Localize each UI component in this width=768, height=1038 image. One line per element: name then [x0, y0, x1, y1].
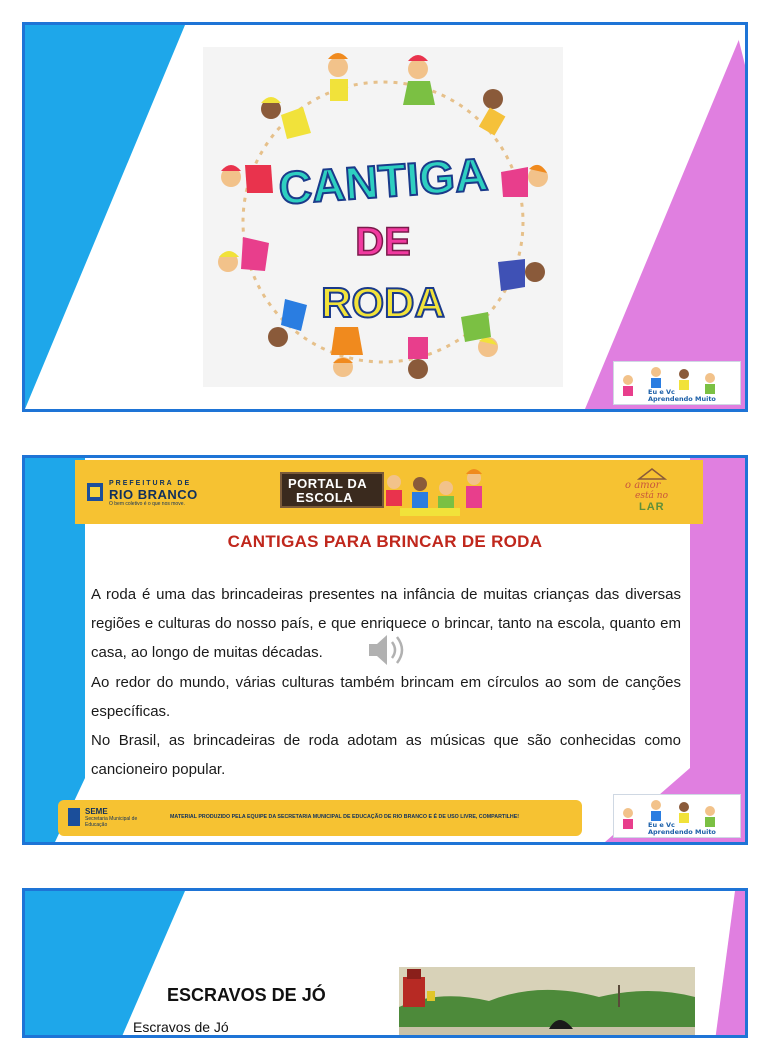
speaker-icon[interactable] [365, 630, 407, 670]
aprendendo-badge [613, 794, 741, 838]
cantiga-de-roda-illustration [203, 47, 563, 387]
aprendendo-badge [613, 361, 741, 405]
footer-text: MATERIAL PRODUZIDO PELA EQUIPE DA SECRETARIA MUNICIPAL DE EDUCAÇÃO DE RIO BRANCO E É DE USO LIVRE, COMPARTILHE! [170, 814, 520, 820]
badge-line1: Eu e Vc [648, 821, 675, 829]
lar-line2: está no [635, 491, 669, 501]
portal-line1: PORTAL DA [288, 476, 368, 491]
song-title: ESCRAVOS DE JÓ [167, 985, 326, 1005]
song-illustration [399, 967, 695, 1038]
badge-line2: Aprendendo Muito [648, 395, 716, 403]
art-word-cantiga: CANTIGA [276, 147, 490, 215]
header-band [75, 460, 703, 524]
slide-cover [22, 22, 748, 412]
info-paragraph: Ao redor do mundo, várias culturas também brincam em círculos ao som de canções específicas. [91, 673, 681, 720]
portal-chalkboard [280, 472, 384, 508]
info-body [91, 580, 681, 784]
footer-band [58, 800, 582, 836]
art-word-roda: RODA [321, 279, 445, 326]
portal-da-escola-logo [280, 468, 495, 518]
prefeitura-label: PREFEITURA DE [109, 480, 192, 487]
left-blue-wedge [25, 25, 185, 409]
seme-name: SEME [85, 807, 108, 816]
badge-text [648, 822, 716, 836]
lar-line3: LAR [639, 501, 665, 513]
info-title: CANTIGAS PARA BRINCAR DE RODA [227, 532, 543, 551]
amor-esta-no-lar-logo [615, 468, 689, 520]
lar-line1: o amor [625, 480, 661, 491]
left-blue-wedge [25, 891, 185, 1038]
seme-emblem-icon [68, 808, 80, 826]
info-paragraph: A roda é uma das brincadeiras presentes na infância de muitas crianças das diversas regiões e culturas do nosso país, e que enriquece o brincar, tanto na escola, quanto em casa, ao longo de muitas décadas. [91, 586, 681, 662]
prefeitura-motto: O bem coletivo é o que nos move. [109, 501, 185, 507]
song-first-line: Escravos de Jó [133, 1019, 229, 1035]
portal-kids-icon [380, 468, 495, 518]
right-pink-wedge [715, 891, 745, 1038]
badge-line1: Eu e Vc [648, 388, 675, 396]
portal-line2: ESCOLA [296, 490, 354, 505]
prefeitura-emblem-icon [87, 483, 103, 501]
right-pink-wedge [585, 25, 745, 409]
slide-info [22, 455, 748, 845]
slide-song [22, 888, 748, 1038]
art-word-de: DE [355, 220, 411, 264]
prefeitura-city: RIO BRANCO [109, 487, 198, 502]
badge-text [648, 389, 716, 403]
info-paragraph: No Brasil, as brincadeiras de roda adotam as músicas que são conhecidas como cancioneiro popular. [91, 732, 681, 779]
badge-line2: Aprendendo Muito [648, 828, 716, 836]
seme-subtitle: Secretaria Municipal de Educação [85, 816, 138, 828]
